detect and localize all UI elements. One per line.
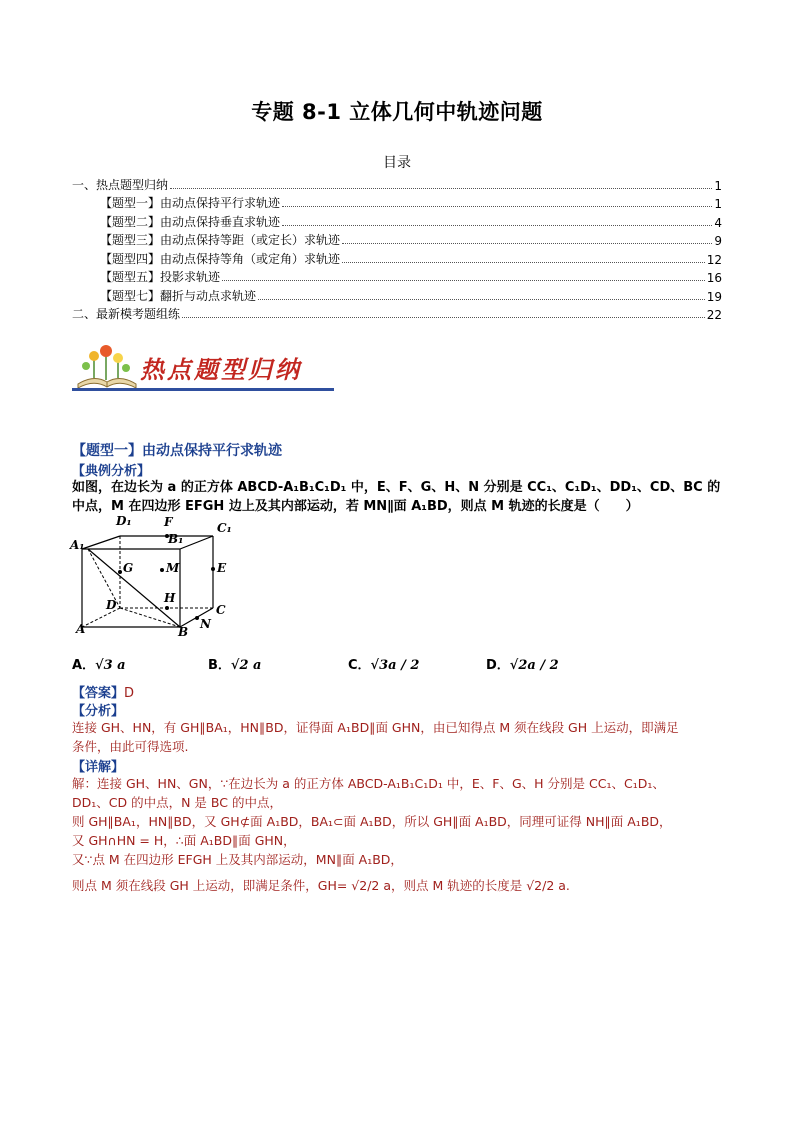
toc-item-label: 【题型二】由动点保持垂直求轨迹 (100, 214, 281, 229)
toc-item-label: 【题型五】投影求轨迹 (100, 270, 221, 284)
choice-c[interactable]: C．√3a / 2 (348, 658, 420, 673)
question-line-1: 如图，在边长为 a 的正方体 ABCD-A₁B₁C₁D₁ 中，E、F、G、H、N 分别是 CC₁、C₁D₁、DD₁、CD、BC 的 (72, 480, 721, 495)
toc-item-page: 1 (714, 197, 722, 211)
toc-leader-dots (282, 206, 712, 207)
label-e: E (217, 561, 227, 575)
toc-heading: 目录 (383, 155, 411, 171)
toc-item[interactable] (72, 267, 722, 286)
toc-item-page: 9 (714, 234, 722, 248)
cube-figure (70, 512, 240, 642)
label-m: M (166, 561, 180, 575)
detail-line-6: 则点 M 须在线段 GH 上运动，即满足条件，GH= √2/2 a，则点 M 轨迹的长度是 √2/2 a. (72, 878, 570, 893)
toc-item[interactable] (72, 230, 722, 249)
label-n: N (200, 617, 211, 631)
label-a1: A₁ (70, 538, 85, 552)
toc-leader-dots (342, 243, 712, 244)
label-d1: D₁ (116, 514, 132, 528)
toc-leader-dots (170, 188, 712, 189)
toc-item-label: 【题型七】翻折与动点求轨迹 (100, 288, 257, 303)
label-h: H (164, 591, 176, 605)
toc-leader-dots (258, 299, 705, 300)
detail-line-2: DD₁、CD 的中点，N 是 BC 的中点， (72, 795, 282, 810)
banner-underline (72, 388, 334, 391)
detail-line-3: 则 GH∥BA₁，HN∥BD，又 GH⊄面 A₁BD，BA₁⊂面 A₁BD，所以 GH∥面 A₁BD，同理可证得 NH∥面 A₁BD， (72, 814, 672, 829)
example-tag: 【典例分析】 (72, 464, 151, 479)
label-d: D (106, 598, 117, 612)
toc-item-label: 【题型一】由动点保持平行求轨迹 (100, 196, 281, 210)
label-f: F (164, 515, 173, 529)
answer-value: D (124, 686, 135, 701)
label-b: B (178, 625, 189, 639)
detail-tag: 【详解】 (72, 760, 125, 775)
toc-item-page: 16 (706, 271, 722, 285)
toc-leader-dots (222, 280, 705, 281)
label-a: A (76, 622, 86, 636)
toc-leader-dots (282, 225, 712, 226)
toc-item[interactable] (72, 193, 722, 212)
detail-line-1: 解：连接 GH、HN、GN，∵在边长为 a 的正方体 ABCD-A₁B₁C₁D₁ 中，E、F、G、H 分别是 CC₁、C₁D₁、 (72, 776, 665, 791)
choice-d[interactable]: D．√2a / 2 (486, 658, 559, 673)
toc-item-page: 12 (706, 252, 722, 267)
toc-item-label: 一、热点题型归纳 (72, 177, 169, 192)
toc-item[interactable] (72, 211, 722, 230)
answer-row (72, 682, 134, 701)
label-g: G (123, 561, 134, 575)
page-title: 专题 8-1 立体几何中轨迹问题 (251, 100, 543, 124)
analysis-tag: 【分析】 (72, 704, 125, 719)
toc-item[interactable] (72, 285, 722, 304)
analysis-line-2: 条件，由此可得选项. (72, 739, 189, 754)
question-line-2: 中点，M 在四边形 EFGH 边上及其内部运动，若 MN∥面 A₁BD，则点 M 轨迹的长度是（ ） (72, 499, 639, 514)
toc-item[interactable] (72, 248, 722, 267)
label-b1: B₁ (168, 532, 184, 546)
choice-b[interactable]: B．√2 a (208, 658, 262, 673)
choice-a[interactable]: A．√3 a (72, 658, 126, 673)
toc-item-page: 19 (706, 289, 722, 304)
toc-item-label: 二、最新模考题组练 (72, 307, 181, 321)
detail-line-4: 又 GH∩HN = H，∴面 A₁BD∥面 GHN， (72, 833, 296, 848)
toc-item-label: 【题型三】由动点保持等距（或定长）求轨迹 (100, 233, 341, 247)
toc-leader-dots (182, 317, 705, 318)
toc-item-label: 【题型四】由动点保持等角（或定角）求轨迹 (100, 251, 341, 266)
label-c1: C₁ (217, 521, 232, 535)
toc-item-page: 4 (714, 215, 722, 230)
banner-title: 热点题型归纳 (140, 355, 302, 384)
label-c: C (216, 603, 226, 617)
section-title: 【题型一】由动点保持平行求轨迹 (72, 443, 282, 459)
toc-leader-dots (342, 262, 705, 263)
toc-item[interactable] (72, 304, 722, 323)
answer-tag: 【答案】 (72, 686, 125, 701)
analysis-line-1: 连接 GH、HN，有 GH∥BA₁，HN∥BD，证得面 A₁BD∥面 GHN，由已知得点 M 须在线段 GH 上运动，即满足 (72, 720, 679, 735)
toc-item-page: 1 (714, 178, 722, 193)
table-of-contents (72, 174, 722, 322)
section-banner (72, 344, 334, 392)
toc-item[interactable] (72, 174, 722, 193)
book-flower-icon (72, 344, 142, 390)
toc-item-page: 22 (706, 308, 722, 322)
detail-line-5: 又∵点 M 在四边形 EFGH 上及其内部运动，MN∥面 A₁BD， (72, 852, 403, 867)
